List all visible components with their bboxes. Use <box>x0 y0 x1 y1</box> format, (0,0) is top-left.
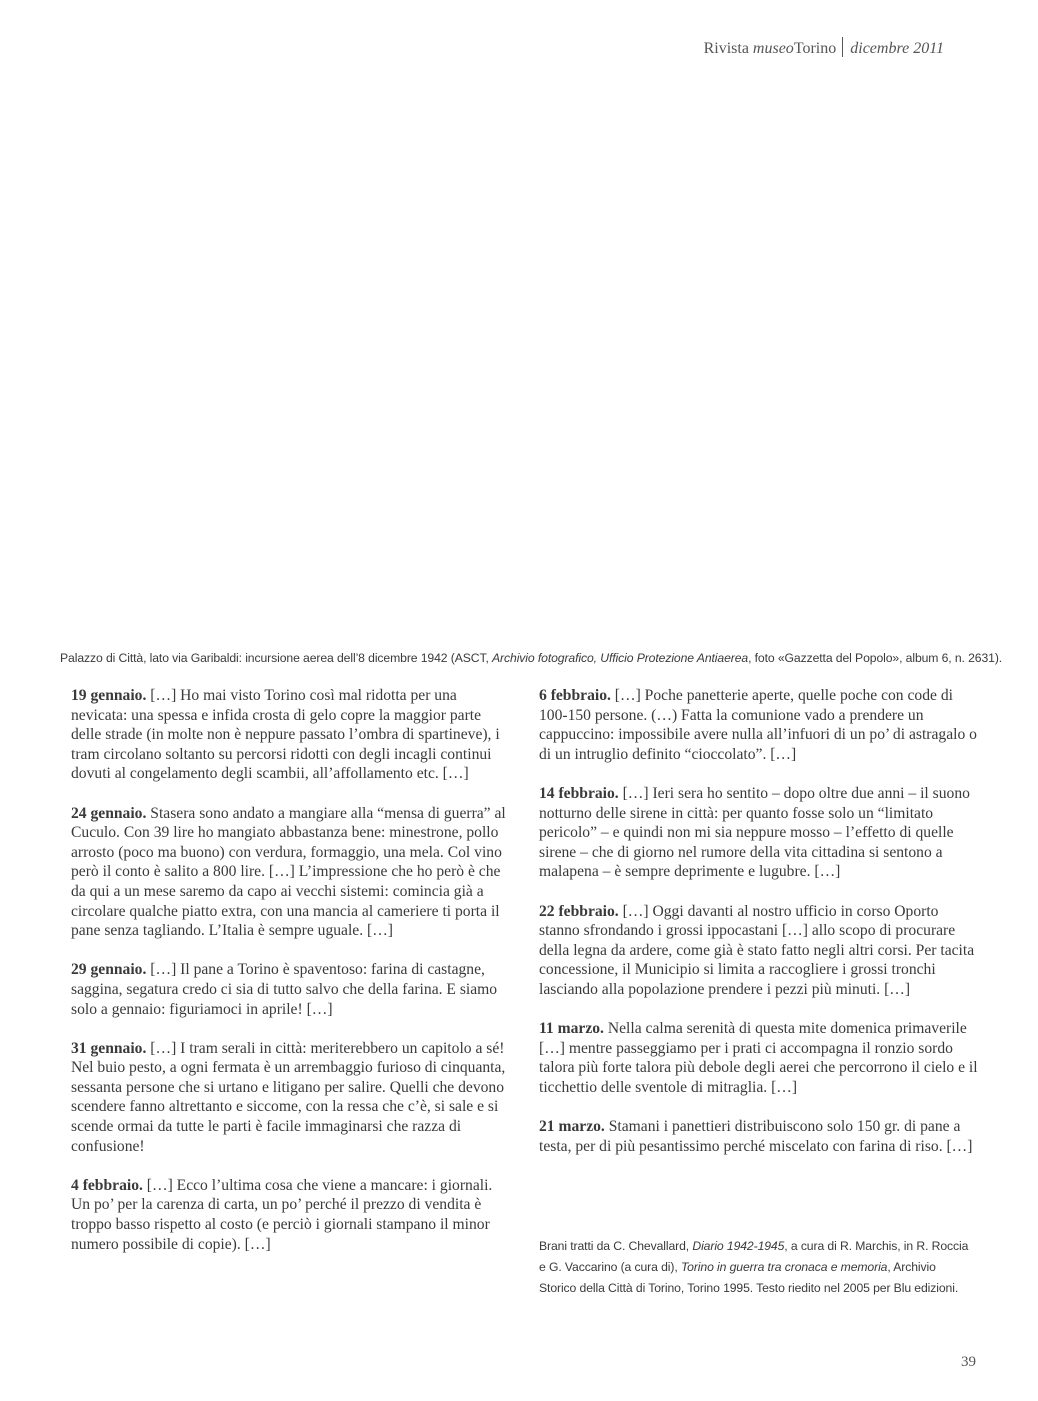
entry-text: […] I tram serali in città: meriterebbero un capitolo a sé! Nel buio pesto, a ogni fermata è un arrembaggio furioso di cinquanta, sessanta persone che si urtano e litigano per salire. Quelli che devono scendere fanno altrettanto e siccome, con la ressa che c’è, si sale e si scende ormai da tutte le parti è facile immaginarsi che razza di confusione! <box>71 1039 506 1155</box>
entry-date: 14 febbraio. <box>539 784 619 802</box>
entry-text: Nella calma serenità di questa mite domenica primaverile […] mentre passeggiamo per i prati ci accompagna il ronzio sordo talora più forte talora più debole degli aerei che percorrono il cielo e il ticchettio delle sventole di mitraglia. […] <box>539 1020 978 1096</box>
page-number: 39 <box>961 1354 976 1370</box>
entry-date: 29 gennaio. <box>71 961 147 979</box>
entry-text: […] Ieri sera ho sentito – dopo oltre due anni – il suono notturno delle sirene in città: per quanto fosse solo un “limitato pericolo” – e quindi non mi sia neppure mosso – l’effetto di quelle sirene – che di giorno nel rumore della vita cittadina si sentono a malapena – è sempre deprimente e lugubre. […] <box>539 784 970 881</box>
entry-text: […] Poche panetterie aperte, quelle poche con code di 100-150 persone. (…) Fatta la comunione vado a prendere un cappuccino: impossibile avere nulla all’infuori di un po’ di astragalo o di un intruglio definito “cioccolato”. […] <box>539 687 977 763</box>
diary-entry <box>539 902 979 1000</box>
entry-text: […] Il pane a Torino è spaventoso: farina di castagne, saggina, segatura credo ci sia di tutto salvo che della farina. E siamo solo a gennaio: figuriamoci in aprile! […] <box>71 961 498 1018</box>
caption-italic: Archivio fotografico, Ufficio Protezione Antiaerea <box>492 651 749 665</box>
entry-text: […] Ecco l’ultima cosa che viene a mancare: i giornali. Un po’ per la carenza di carta, un po’ perché il prezzo di vendita è troppo basso rispetto al costo (e perciò i giornali stampano il minor numero possibile di copie). […] <box>71 1176 493 1253</box>
source-text-1: Brani tratti da C. Chevallard, <box>539 1239 693 1253</box>
photo-caption <box>60 651 1003 665</box>
left-column <box>71 686 511 1274</box>
source-note <box>539 1236 969 1299</box>
magazine-name-suffix: Torino <box>793 40 837 57</box>
entry-text: […] Ho mai visto Torino così mal ridotta per una nevicata: una spessa e infida crosta di gelo copre la maggior parte delle strade (in molte non è neppure passato l’ombra di spartineve), i tram circolano soltanto su percorsi ridotti con degli incagli continui dovuti al congelamento degli scambii, all’affollamento etc. […] <box>71 687 500 783</box>
entry-date: 4 febbraio. <box>71 1176 143 1194</box>
entry-date: 6 febbraio. <box>539 687 611 704</box>
diary-entry <box>539 686 979 764</box>
diary-entry <box>71 804 511 941</box>
diary-entry <box>539 784 979 882</box>
diary-entry <box>71 960 511 1019</box>
issue-date: dicembre 2011 <box>850 40 944 57</box>
header-divider <box>842 37 843 57</box>
photo-area <box>0 70 1038 640</box>
running-header <box>704 37 944 58</box>
diary-entry <box>71 1039 511 1157</box>
entry-text: […] Oggi davanti al nostro ufficio in corso Oporto stanno sfrondando i grossi ippocastani […] allo scopo di procurare della legna da ardere, come già è stato fatto negli altri corsi. Per tacita concessione, il Municipio si limita a raccogliere i grossi tronchi lasciando alla popolazione prendere i pezzi più minuti. […] <box>539 902 975 998</box>
entry-date: 24 gennaio. <box>71 804 147 822</box>
diary-entry <box>539 1019 979 1097</box>
diary-entry <box>539 1117 979 1156</box>
diary-entry <box>71 1176 511 1254</box>
diary-entry <box>71 686 511 784</box>
right-column <box>539 686 979 1176</box>
caption-text-1: Palazzo di Città, lato via Garibaldi: incursione aerea dell’8 dicembre 1942 (ASCT, <box>60 651 493 665</box>
source-text-2: , a cura di R. Marchis, in R. Roccia e G. Vaccarino (a cura di), <box>539 1239 969 1274</box>
magazine-name-prefix: Rivista <box>703 40 753 57</box>
entry-date: 22 febbraio. <box>539 902 619 920</box>
magazine-name-italic: museo <box>752 40 794 57</box>
entry-date: 31 gennaio. <box>71 1039 147 1057</box>
entry-text: Stasera sono andato a mangiare alla “mensa di guerra” al Cuculo. Con 39 lire ho mangiato abbastanza bene: minestrone, pollo arrosto (poco ma buono) con verdura, formaggio, una mela. Col vino però il conto è salito a 800 lire. […] L’impressione che ho però è che da qui a un mese saremo da capo ai vecchi sistemi: comincia già a circolare qualche piatto extra, con una mancia al cameriere ti porta il pane senza tagliando. L’Italia è sempre uguale. […] <box>71 804 506 940</box>
caption-text-2: , foto «Gazzetta del Popolo», album 6, n. 2631). <box>748 651 1003 665</box>
entry-date: 19 gennaio. <box>71 687 147 704</box>
entry-date: 11 marzo. <box>539 1020 604 1038</box>
source-title-2: Torino in guerra tra cronaca e memoria <box>680 1260 888 1274</box>
source-text-3: , Archivio Storico della Città di Torino, Torino 1995. Testo riedito nel 2005 per Blu edizioni. <box>539 1260 959 1295</box>
entry-date: 21 marzo. <box>539 1118 605 1136</box>
entry-text: Stamani i panettieri distribuiscono solo 150 gr. di pane a testa, per di più pesantissimo perché miscelato con farina di riso. […] <box>539 1118 973 1155</box>
source-title-1: Diario 1942-1945 <box>692 1239 785 1253</box>
